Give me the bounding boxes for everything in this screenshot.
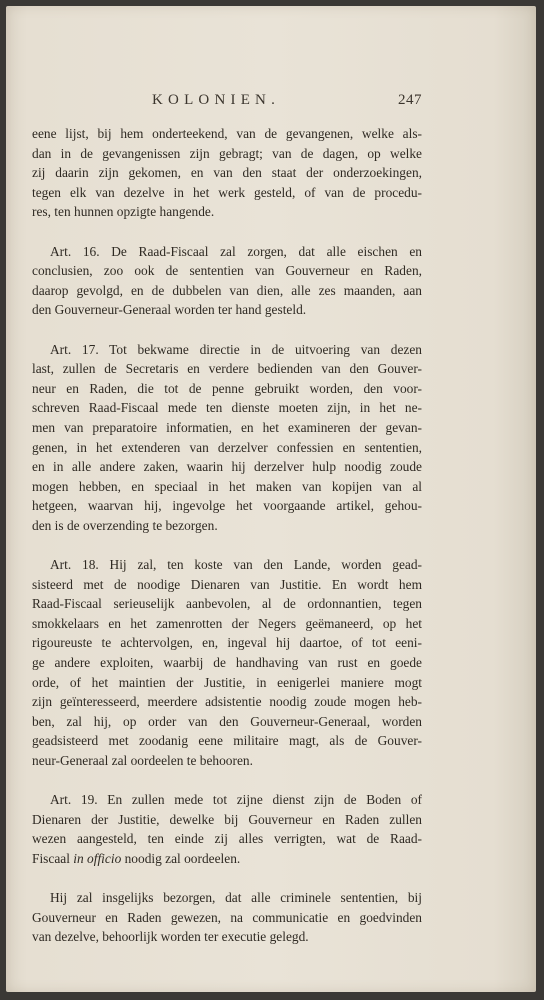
text-line: zij daarin zijn gekomen, en van den staat der onderzoekingen, [32,165,422,181]
text-line: wezen aangesteld, ten einde zij alles verrigten, wat de Raad- [32,831,422,847]
text-line: rigoureuste te achtervolgen, en, ingeval hij daartoe, of tot eeni- [32,635,422,651]
text-line: hetgeen, waarvan hij, ingevolge het voorgaande artikel, gehou- [32,498,422,514]
text-line: eene lijst, bij hem onderteekend, van de gevangenen, welke als- [32,126,422,141]
text-line: smokkelaars en het zamenrotten der Negers geëmaneerd, op het [32,615,422,631]
text-line: en in alle andere zaken, waarin hij derzelver hulp noodig zoude [32,459,422,475]
text-line: genen, in het extenderen van derzelver confessien en sententien, [32,439,422,455]
text-line: conclusien, zoo ook de sententien van Gouverneur en Raden, [32,263,422,279]
paragraph-art-17 [32,340,422,536]
body-text [32,124,422,967]
text-line: dan in de gevangenissen zijn gebragt; van de dagen, op welke [32,145,422,161]
text-line: ge andere exploiten, waarbij de handhaving van rust en goede [32,655,422,671]
paragraph-continuation [32,124,422,222]
text-line: neur-Generaal zal oordeelen te behooren. [32,753,253,768]
text-run: noodig zal oordeelen. [121,850,241,866]
running-head [6,92,536,116]
text-line: Hij zal insgelijks bezorgen, dat alle criminele sententien, bij [50,890,422,906]
text-line: res, ten hunnen opzigte hangende. [32,204,215,220]
text-line: geadsisteerd met zoodanig eene militaire magt, als de Gouver- [32,733,422,749]
text-line: zijn geïnteresseerd, meerdere adsistentie noodig zoude mogen heb- [32,694,422,710]
text-run: Fiscaal [32,850,74,866]
text-line: sisteerd met de noodige Dienaren van Justitie. En wordt hem [32,576,422,592]
text-line: neur en Raden, die tot de penne gebruikt worden, den voor- [32,380,422,396]
text-line: daarop gevolgd, en de dubbelen van dien, alle zes maanden, aan [32,282,422,298]
text-line: Art. 18. Hij zal, ten koste van den Lande, worden gead- [50,557,422,573]
text-line [32,849,422,869]
page-number: 247 [398,92,422,108]
paragraph-art-16 [32,242,422,320]
text-line: Gouverneur en Raden gewezen, na communicatie en goedvinden [32,909,422,925]
text-line: ben, zal hij, op order van den Gouverneur-Generaal, worden [32,713,422,729]
text-line: orde, of het maintien der Justitie, in eenigerlei maniere mogt [32,674,422,690]
text-line: Raad-Fiscaal serieuselijk aanbevolen, al de ordonnantien, tegen [32,596,422,612]
text-line: van dezelve, behoorlijk worden ter executie gelegd. [32,929,309,945]
text-line: tegen elk van dezelve in het werk gesteld, of van de procedu- [32,184,422,200]
text-line: schreven Raad-Fiscaal mede ten dienste moeten zijn, in het ne- [32,400,422,416]
text-line: Art. 19. En zullen mede tot zijne dienst zijn de Boden of [50,792,422,808]
text-line: mogen hebben, en speciaal in het maken van kopijen van al [32,478,422,494]
paragraph-closing [32,888,422,947]
text-line: den Gouverneur-Generaal worden ter hand gesteld. [32,302,307,318]
text-line: den is de overzending te bezorgen. [32,517,218,533]
text-line: Art. 16. De Raad-Fiscaal zal zorgen, dat alle eischen en [50,243,422,259]
running-head-title: KOLONIEN. [152,92,281,108]
text-line: Dienaren der Justitie, dewelke bij Gouverneur en Raden zullen [32,811,422,827]
text-line: Art. 17. Tot bekwame directie in de uitvoering van dezen [50,341,422,357]
text-line: men van preparatoire informatien, en het examineren der gevan- [32,419,422,435]
italic-phrase: in officio [73,850,122,866]
text-line: last, zullen de Secretaris en verdere bedienden van den Gouver- [32,361,422,377]
paragraph-art-18 [32,555,422,771]
book-page [6,6,536,992]
paragraph-art-19 [32,790,422,868]
